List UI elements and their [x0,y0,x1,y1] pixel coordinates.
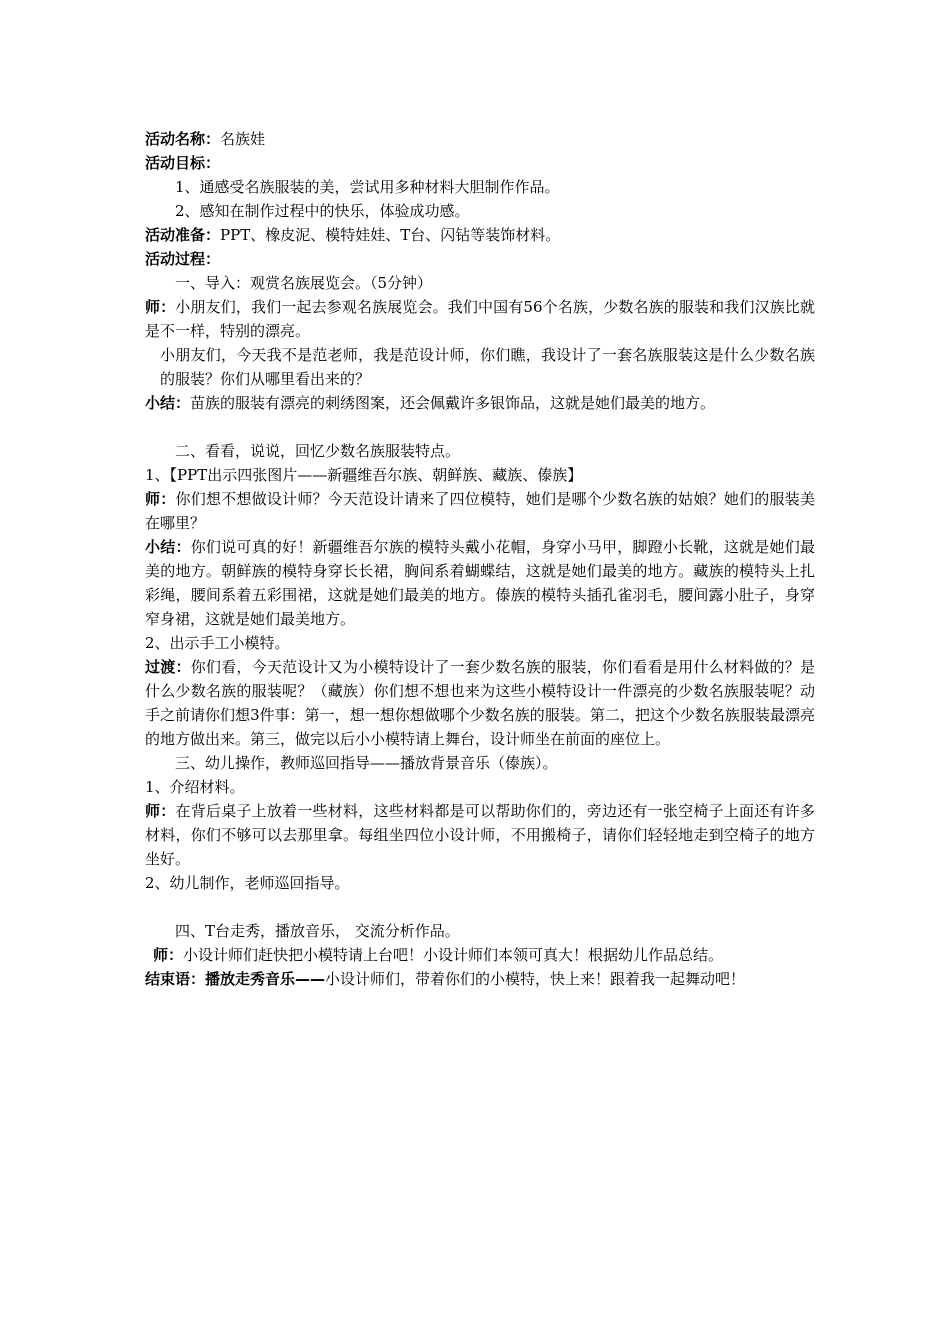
transition-label: 过渡： [145,658,191,676]
transition-text: 你们看，今天范设计又为小模特设计了一套少数名族的服装，你们看看是用什么材料做的？是什么少数名族的服装呢？（藏族）你们想不想也来为这些小模特设计一件漂亮的少数名族服装呢？动手之前请你们想3件事：第一，想一想你想做哪个少数名族的服装。第二，把这个少数名族服装最漂亮的地方做出来。第三，做完以后小小模特请上舞台，设计师坐在前面的座位上。 [145,658,815,748]
section-2-transition [145,655,815,751]
section-3-item-2: 2、幼儿制作，老师巡回指导。 [145,874,350,892]
teacher-text: 在背后桌子上放着一些材料，这些材料都是可以帮助你们的，旁边还有一张空椅子上面还有许多材料，你们不够可以去那里拿。每组坐四位小设计师，不用搬椅子，请你们轻轻地走到空椅子的地方坐好。 [145,802,815,868]
goal-2: 2、感知在制作过程中的快乐，体验成功感。 [175,202,470,220]
closing-label: 结束语：播放走秀音乐—— [145,970,326,988]
teacher-text: 小朋友们，我们一起去参观名族展览会。我们中国有56个名族，少数名族的服装和我们汉族比就是不一样，特别的漂亮。 [145,298,815,340]
teacher-label: 师： [153,946,184,964]
section-2-summary [145,535,815,631]
teacher-label: 师： [145,802,176,820]
activity-name-label: 活动名称： [145,130,221,148]
closing-remarks [145,967,815,991]
summary-text: 苗族的服装有漂亮的刺绣图案，还会佩戴许多银饰品，这就是她们最美的地方。 [190,394,716,412]
activity-prep [145,223,815,247]
activity-prep-value: PPT、橡皮泥、模特娃娃、T台、闪钻等装饰材料。 [220,226,561,244]
summary-label: 小结： [145,538,191,556]
section-4-teacher [145,943,815,967]
spacer [145,415,815,439]
section-1-title: 一、导入：观赏名族展览会。（5分钟） [175,274,433,292]
section-1-teacher [145,295,815,343]
closing-text: 小设计师们，带着你们的小模特，快上来！跟着我一起舞动吧！ [325,970,746,988]
goal-1: 1、通感受名族服装的美，尝试用多种材料大胆制作作品。 [175,178,560,196]
summary-label: 小结： [145,394,191,412]
section-2-teacher [145,487,815,535]
teacher-label: 师： [145,298,176,316]
activity-name [145,127,815,151]
activity-name-value: 名族娃 [220,130,266,148]
activity-prep-label: 活动准备： [145,226,221,244]
section-1-paragraph: 小朋友们，今天我不是范老师，我是范设计师，你们瞧，我设计了一套名族服装这是什么少数名族的服装？你们从哪里看出来的？ [160,346,815,388]
section-3-teacher [145,799,815,871]
section-2-title: 二、看看，说说，回忆少数名族服装特点。 [175,442,461,460]
section-2-item-1: 1、【PPT出示四张图片——新疆维吾尔族、朝鲜族、藏族、傣族】 [145,466,583,484]
teacher-label: 师： [145,490,176,508]
activity-process-heading: 活动过程： [145,250,221,268]
section-3-item-1: 1、介绍材料。 [145,778,245,796]
section-1-summary [145,391,815,415]
section-3-title: 三、幼儿操作，教师巡回指导——播放背景音乐（傣族）。 [175,754,558,772]
section-2-item-2: 2、出示手工小模特。 [145,634,290,652]
teacher-text: 小设计师们赶快把小模特请上台吧！小设计师们本领可真大！根据幼儿作品总结。 [183,946,724,964]
document-page [145,127,815,991]
summary-text: 你们说可真的好！新疆维吾尔族的模特头戴小花帽，身穿小马甲，脚蹬小长靴，这就是她们最美的地方。朝鲜族的模特身穿长长裙，胸间系着蝴蝶结，这就是她们最美的地方。藏族的模特头上扎彩绳，腰间系着五彩围裙，这就是她们最美的地方。傣族的模特头插孔雀羽毛，腰间露小肚子，身穿窄身裙，这就是她们最美地方。 [145,538,815,628]
teacher-text: 你们想不想做设计师？今天范设计请来了四位模特，她们是哪个少数名族的姑娘？她们的服装美在哪里？ [145,490,815,532]
activity-goals-heading: 活动目标： [145,154,221,172]
section-4-title: 四、T台走秀，播放音乐， 交流分析作品。 [175,922,460,940]
spacer [145,895,815,919]
